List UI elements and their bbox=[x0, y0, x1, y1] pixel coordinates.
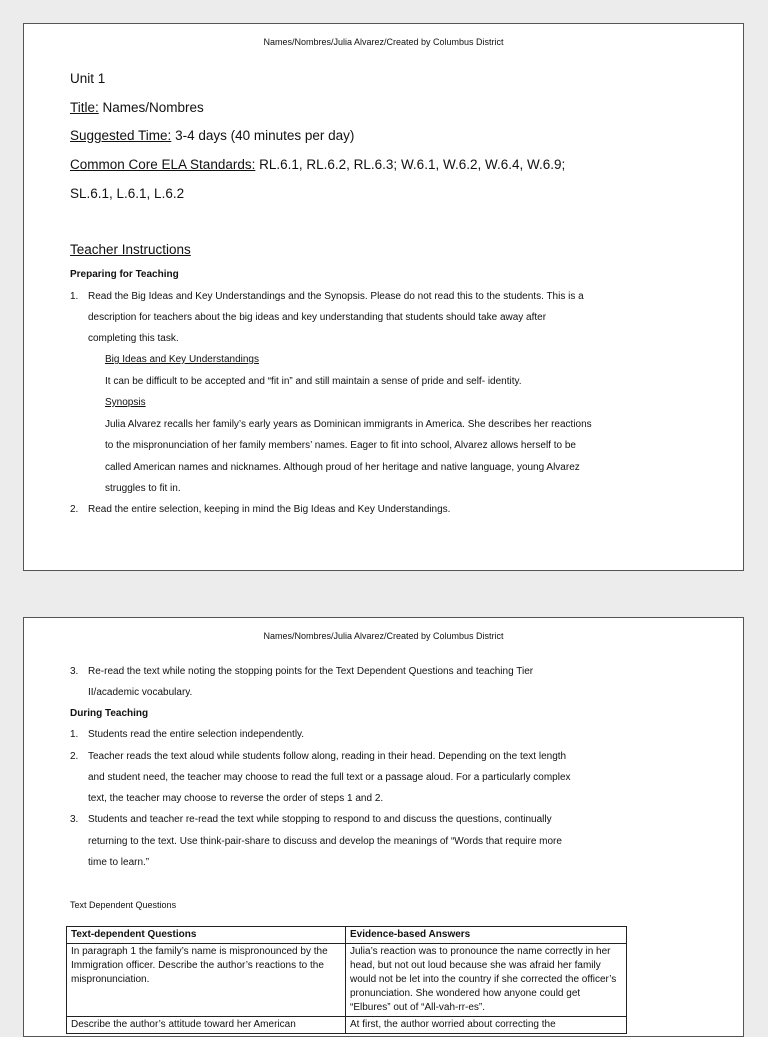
title-label: Title: bbox=[70, 100, 99, 115]
item-number: 1. bbox=[70, 291, 79, 302]
tdq-caption: Text Dependent Questions bbox=[70, 900, 177, 910]
standards-label: Common Core ELA Standards: bbox=[70, 157, 256, 172]
during-item1-text: Students read the entire selection independently. bbox=[88, 729, 305, 740]
during-item3-line1: Students and teacher re-read the text while stopping to respond to and discuss the questions, continually bbox=[88, 814, 552, 825]
item-number: 3. bbox=[70, 814, 79, 825]
document-page-2 bbox=[23, 617, 744, 1037]
item1-line1: Read the Big Ideas and Key Understandings and the Synopsis. Please do not read this to the students. This is a bbox=[88, 291, 584, 302]
item-number: 3. bbox=[70, 666, 79, 677]
table-row bbox=[67, 944, 627, 1017]
item1-line2: description for teachers about the big ideas and key understanding that students should take away after bbox=[88, 312, 547, 323]
title-line bbox=[70, 100, 204, 115]
preparing-heading: Preparing for Teaching bbox=[70, 269, 179, 280]
synopsis-heading: Synopsis bbox=[105, 397, 146, 408]
suggested-time-value: 3-4 days (40 minutes per day) bbox=[175, 128, 355, 143]
answer-cell: Julia’s reaction was to pronounce the name correctly in her head, but not out loud because she was afraid her family would not be let into the country if she corrected the officer’s pronunciation. She wondered how anyone could get “Elbures” out of “All-vah-rr-es”. bbox=[346, 944, 627, 1017]
answer-cell: At first, the author worried about correcting the bbox=[346, 1017, 627, 1034]
during-item3-line3: time to learn.” bbox=[88, 857, 150, 868]
page-header: Names/Nombres/Julia Alvarez/Created by Columbus District bbox=[263, 631, 504, 641]
item3-line2: II/academic vocabulary. bbox=[88, 687, 193, 698]
standards-value-2: SL.6.1, L.6.1, L.6.2 bbox=[70, 186, 185, 201]
synopsis-line4: struggles to fit in. bbox=[105, 483, 181, 494]
standards-value-1: RL.6.1, RL.6.2, RL.6.3; W.6.1, W.6.2, W.6.4, W.6.9; bbox=[259, 157, 566, 172]
big-ideas-text: It can be difficult to be accepted and “fit in” and still maintain a sense of pride and self- identity. bbox=[105, 376, 522, 387]
title-value: Names/Nombres bbox=[102, 100, 204, 115]
during-item2-line2: and student need, the teacher may choose to read the full text or a passage aloud. For a particularly complex bbox=[88, 772, 571, 783]
teacher-instructions-heading: Teacher Instructions bbox=[70, 242, 191, 257]
item-number: 2. bbox=[70, 504, 79, 515]
question-cell: In paragraph 1 the family’s name is mispronounced by the Immigration officer. Describe the author’s reactions to the mispronunciation. bbox=[67, 944, 346, 1017]
big-ideas-heading: Big Ideas and Key Understandings bbox=[105, 354, 259, 365]
item3-line1: Re-read the text while noting the stopping points for the Text Dependent Questions and teaching Tier bbox=[88, 666, 534, 677]
during-item2-line3: text, the teacher may choose to reverse the order of steps 1 and 2. bbox=[88, 793, 384, 804]
text-dependent-questions-table bbox=[66, 926, 627, 1034]
table-header-answers: Evidence-based Answers bbox=[346, 927, 627, 944]
unit-label: Unit 1 bbox=[70, 71, 106, 86]
item-number: 2. bbox=[70, 751, 79, 762]
item1-line3: completing this task. bbox=[88, 333, 179, 344]
during-teaching-heading: During Teaching bbox=[70, 708, 149, 719]
question-cell: Describe the author’s attitude toward her American bbox=[67, 1017, 346, 1034]
item2-text: Read the entire selection, keeping in mind the Big Ideas and Key Understandings. bbox=[88, 504, 451, 515]
document-page-1 bbox=[23, 23, 744, 571]
synopsis-line1: Julia Alvarez recalls her family’s early years as Dominican immigrants in America. She describes her reactions bbox=[105, 419, 592, 430]
synopsis-line2: to the mispronunciation of her family members’ names. Eager to fit into school, Alvarez allows herself to be bbox=[105, 440, 576, 451]
suggested-time-label: Suggested Time: bbox=[70, 128, 172, 143]
item-number: 1. bbox=[70, 729, 79, 740]
during-item2-line1: Teacher reads the text aloud while students follow along, reading in their head. Depending on the text length bbox=[88, 751, 567, 762]
standards-line bbox=[70, 157, 565, 172]
table-row bbox=[67, 1017, 627, 1034]
suggested-time-line bbox=[70, 128, 354, 143]
table-header-questions: Text-dependent Questions bbox=[67, 927, 346, 944]
page-header: Names/Nombres/Julia Alvarez/Created by Columbus District bbox=[263, 37, 504, 47]
table-header-row bbox=[67, 927, 627, 944]
synopsis-line3: called American names and nicknames. Although proud of her heritage and native language, young Alvarez bbox=[105, 462, 580, 473]
during-item3-line2: returning to the text. Use think-pair-share to discuss and develop the meanings of “Words that require more bbox=[88, 836, 562, 847]
